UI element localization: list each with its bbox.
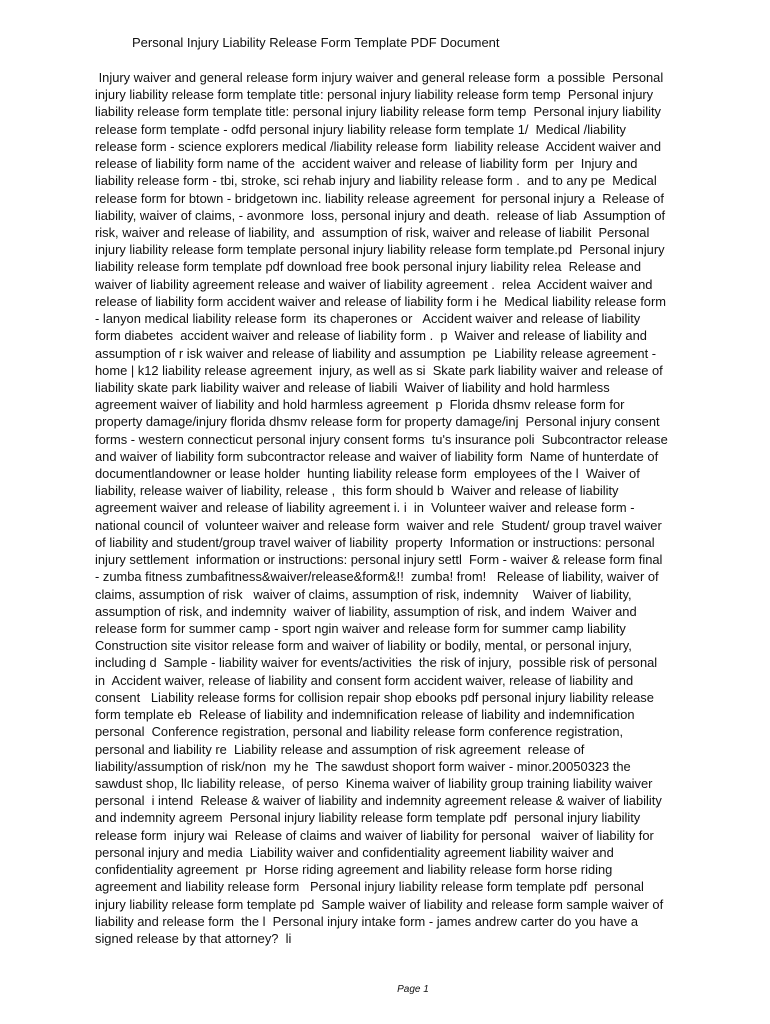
- body-line: release of liability form accident waiver and release of liability form i he Medical liability release form: [95, 293, 667, 309]
- body-line: home | k12 liability release agreement injury, as well as si Skate park liability waiver and release of: [95, 362, 663, 378]
- body-line: liability, release waiver of liability, release , this form should b Waiver and release of liability: [95, 483, 619, 499]
- body-line: and waiver of liability form subcontractor release and waiver of liability form Name of hunterdate of: [95, 448, 659, 464]
- body-line: property damage/injury florida dhsmv release form for property damage/inj Personal injury consent: [95, 414, 660, 430]
- body-line: liability, waiver of claims, - avonmore loss, personal injury and death. release of liab Assumption of: [95, 207, 666, 223]
- body-line: release form injury wai Release of claims and waiver of liability for personal waiver of liability for: [95, 827, 654, 843]
- body-line: confidentiality agreement pr Horse riding agreement and liability release form horse riding: [95, 862, 613, 878]
- body-line: release of liability form name of the accident waiver and release of liability form per Injury and: [95, 156, 638, 172]
- body-line: Construction site visitor release form and waiver of liability or bodily, mental, or personal injury,: [95, 638, 632, 654]
- document-title: Personal Injury Liability Release Form Template PDF Document: [132, 35, 500, 50]
- body-line: liability release form template title: personal injury liability release form temp Personal injury liability: [95, 104, 661, 120]
- body-line: liability release form template pdf download free book personal injury liability relea Release and: [95, 259, 642, 275]
- body-line: assumption of r isk waiver and release of liability and assumption pe Liability release agreement -: [95, 345, 657, 361]
- body-line: documentlandowner or lease holder hunting liability release form employees of the l Waiver of: [95, 466, 640, 482]
- body-line: liability/assumption of risk/non my he The sawdust shoport form waiver - minor.20050323 the: [95, 758, 631, 774]
- body-line: personal i intend Release & waiver of liability and indemnity agreement release & waiver of liability: [95, 793, 662, 809]
- body-line: injury liability release form template title: personal injury liability release form temp Personal injury: [95, 87, 654, 103]
- page-number: Page 1: [397, 984, 429, 995]
- body-line: liability skate park liability waiver and release of liabili Waiver of liability and hold harmless: [95, 379, 610, 395]
- body-line: - lanyon medical liability release form its chaperones or Accident waiver and release of liability: [95, 311, 641, 327]
- body-line: waiver of liability agreement release and waiver of liability agreement . relea Accident waiver and: [95, 276, 653, 292]
- body-line: personal Conference registration, personal and liability release form conference registration,: [95, 724, 624, 740]
- body-line: sawdust shop, llc liability release, of perso Kinema waiver of liability group training liability waiver: [95, 775, 653, 791]
- body-line: release form for summer camp - sport ngin waiver and release form for summer camp liability: [95, 621, 626, 636]
- body-line: injury liability release form template personal injury liability release form template.pd Personal injury: [95, 242, 665, 258]
- body-line: release form for btown - bridgetown inc. liability release agreement for personal injury a Release of: [95, 190, 664, 206]
- body-line: signed release by that attorney? li: [95, 930, 292, 946]
- body-line: personal and liability re Liability release and assumption of risk agreement release of: [95, 741, 585, 757]
- body-line: form template eb Release of liability and indemnification release of liability and indemnification: [95, 707, 635, 723]
- body-line: injury liability release form template pd Sample waiver of liability and release form sample waiver of: [95, 896, 664, 912]
- document-body: [95, 69, 735, 947]
- body-line: personal injury and media Liability waiver and confidentiality agreement liability waiver and: [95, 844, 614, 860]
- body-line: agreement and liability release form Personal injury liability release form template pdf personal: [95, 879, 644, 895]
- body-line: including d Sample - liability waiver for events/activities the risk of injury, possible risk of personal: [95, 655, 658, 671]
- body-line: claims, assumption of risk waiver of claims, assumption of risk, indemnity Waiver of liability,: [95, 586, 632, 602]
- body-line: agreement waiver and release of liability agreement i. i in Volunteer waiver and release form -: [95, 500, 635, 516]
- body-line: in Accident waiver, release of liability and consent form accident waiver, release of liability and: [95, 672, 634, 688]
- body-line: - zumba fitness zumbafitness&waiver/release&form&!! zumba! from! Release of liability, waiver of: [95, 569, 659, 585]
- body-line: injury settlement information or instructions: personal injury settl Form - waiver & release form final: [95, 552, 663, 568]
- body-line: assumption of risk, and indemnity waiver of liability, assumption of risk, and indem Waiver and: [95, 603, 637, 619]
- body-line: agreement waiver of liability and hold harmless agreement p Florida dhsmv release form for: [95, 397, 625, 413]
- page-footer: [0, 984, 770, 995]
- body-line: release form - science explorers medical /liability release form liability release Accident waiver and: [95, 138, 661, 154]
- body-line: risk, waiver and release of liability, and assumption of risk, waiver and release of liabilit Personal: [95, 224, 650, 240]
- body-line: of liability and student/group travel waiver of liability property Information or instructions: personal: [95, 534, 655, 550]
- body-line: consent Liability release forms for collision repair shop ebooks pdf personal injury liability release: [95, 689, 654, 705]
- body-line: Injury waiver and general release form injury waiver and general release form a possible Personal: [95, 70, 664, 85]
- body-line: liability and release form the l Personal injury intake form - james andrew carter do you have a: [95, 913, 639, 929]
- body-line: national council of volunteer waiver and release form waiver and rele Student/ group travel waiver: [95, 517, 662, 533]
- body-line: and indemnity agreem Personal injury liability release form template pdf personal injury liability: [95, 810, 641, 826]
- body-line: form diabetes accident waiver and release of liability form . p Waiver and release of liability and: [95, 328, 647, 344]
- body-line: release form template - odfd personal injury liability release form template 1/ Medical /liability: [95, 121, 626, 137]
- body-line: forms - western connecticut personal injury consent forms tu's insurance poli Subcontractor release: [95, 431, 668, 447]
- body-line: liability release form - tbi, stroke, sci rehab injury and liability release form . and to any pe Medical: [95, 173, 657, 189]
